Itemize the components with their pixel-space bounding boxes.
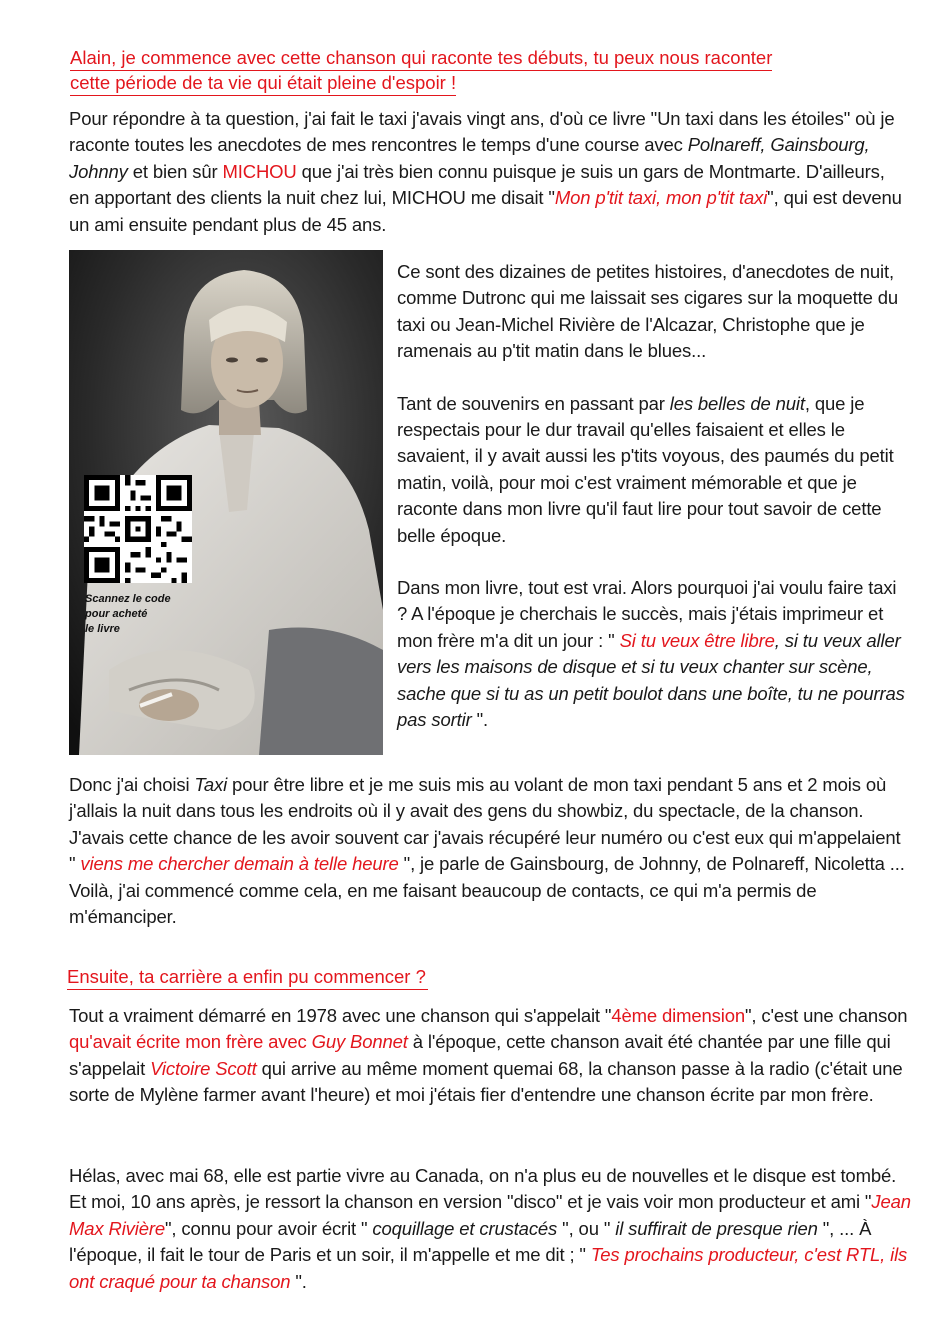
text: Hélas, avec mai 68, elle est partie vivre au Canada, on n'a plus eu de nouvelles et le disque est tombé. Et moi, 10 ans après, je ressort la chanson en version "disco" et je vais voir mon producteur et ami " bbox=[69, 1165, 897, 1213]
question-1-heading bbox=[70, 46, 860, 96]
rtl-quote: Tes prochains producteur, c'est RTL, ils ont craqué pour ta chanson bbox=[69, 1244, 908, 1292]
michou-quote: Mon p'tit taxi, mon p'tit taxi bbox=[554, 187, 768, 209]
suffirait-title: il suffirait de presque rien bbox=[615, 1217, 818, 1239]
call-quote: viens me chercher demain à telle heure bbox=[80, 853, 399, 875]
qr-caption-line-3: le livre bbox=[85, 623, 120, 635]
text: Pour répondre à ta question, j'ai fait le taxi j'avais vingt ans, d'où ce livre "Un taxi dans les étoiles" où je raconte toutes les anecdotes de mes rencontres le temps d'une course avec bbox=[69, 108, 895, 156]
question-1-line-1: Alain, je commence avec cette chanson qui raconte tes débuts, tu peux nous raconter bbox=[70, 46, 772, 71]
guy-bonnet: Guy Bonnet bbox=[311, 1031, 408, 1053]
text: ", connu pour avoir écrit " bbox=[165, 1217, 373, 1239]
answer-paragraph-5 bbox=[69, 1163, 914, 1295]
qr-caption-line-2: pour acheté bbox=[85, 608, 148, 620]
qr-caption bbox=[85, 592, 205, 637]
anecdotes-paragraph: Ce sont des dizaines de petites histoires, d'anecdotes de nuit, comme Dutronc qui me laissait ses cigares sur la moquette du taxi ou Jean-Michel Rivière de l'Alcazar, Christophe que je ramenais au p'tit matin dans le blues... bbox=[397, 261, 898, 362]
text: à l'époque, cette chanson avait été chantée par une fille qui s'appelait bbox=[69, 1031, 891, 1079]
livre-paragraph bbox=[397, 575, 907, 733]
souvenirs-paragraph bbox=[397, 391, 907, 549]
answer-paragraph-3 bbox=[69, 772, 909, 930]
brother-quote: , si tu veux aller vers les maisons de disque et si tu veux chanter sur scène, sache que si tu as un petit boulot dans une boîte, tu ne pourras pas sortir bbox=[397, 629, 905, 731]
text: que j'ai très bien connu puisque je suis un gars de Montmarte. D'ailleurs, en apportant des clients la nuit chez lui, MICHOU me disait " bbox=[69, 160, 885, 209]
text: ", ou " bbox=[557, 1217, 616, 1239]
text: et bien sûr bbox=[127, 160, 223, 182]
qr-caption-line-1: Scannez le code bbox=[85, 593, 171, 605]
text: pour être libre et je me suis mis au volant de mon taxi pendant 5 ans et 2 mois où j'allais la nuit dans tous les endroits où il y avait des gens du showbiz, du spectacle, de la chanson. J'avais cette chance de les avoir souvent car j'avais récupéré leur numéro ou c'est eux qui m'appelaient " bbox=[69, 774, 901, 875]
text: ". bbox=[290, 1270, 307, 1292]
text: ", c'est une chanson bbox=[745, 1005, 908, 1026]
text: ". bbox=[471, 709, 488, 731]
qr-code-graphic bbox=[84, 475, 192, 583]
answer-paragraph-4 bbox=[69, 1003, 914, 1109]
text: Tant de souvenirs en passant par bbox=[397, 392, 670, 414]
text: ", ... À l'époque, il fait le tour de Paris et un soir, il m'appelle et me dit ; " bbox=[69, 1217, 872, 1266]
taxi-word: Taxi bbox=[194, 774, 228, 795]
written-by: qu'avait écrite mon frère avec bbox=[69, 1031, 312, 1053]
qr-code[interactable] bbox=[84, 475, 192, 583]
answer-paragraph-1 bbox=[69, 106, 909, 238]
question-1-line-2: cette période de ta vie qui était pleine d'espoir ! bbox=[70, 71, 456, 96]
coquillage-title: coquillage et crustacés bbox=[372, 1217, 558, 1239]
belles-de-nuit: les belles de nuit bbox=[669, 392, 805, 414]
song-title: 4ème dimension bbox=[611, 1005, 745, 1026]
answer-paragraph-2 bbox=[397, 259, 907, 734]
libre-quote: Si tu veux être libre bbox=[619, 629, 775, 651]
celebrity-names: Polnareff, Gainsbourg, Johnny bbox=[69, 134, 870, 182]
text: ", qui est devenu un ami ensuite pendant plus de 45 ans. bbox=[69, 187, 902, 235]
text: Donc j'ai choisi bbox=[69, 774, 195, 795]
text: , que je respectais pour le dur travail qu'elles faisaient et elles le savaient, il y avait aussi les p'tits voyous, des paumés du petit matin, voilà, pour moi c'est vraiment mémorable et que je raconte dans mon livre qu'il faut lire pour tout savoir de cette belle époque. bbox=[397, 392, 894, 546]
text: Tout a vraiment démarré en 1978 avec une chanson qui s'appelait " bbox=[69, 1005, 612, 1026]
jean-max-riviere: Jean Max Rivière bbox=[69, 1191, 911, 1239]
text: Dans mon livre, tout est vrai. Alors pourquoi j'ai voulu faire taxi ? A l'époque je cherchais le succès, mais j'étais imprimeur et mon frère m'a dit un jour : " bbox=[397, 577, 897, 651]
text: ", je parle de Gainsbourg, de Johnny, de Polnareff, Nicoletta ... Voilà, j'ai commencé comme cela, en me faisant beaucoup de contacts, ce qui m'a permis de m'émanciper. bbox=[69, 853, 905, 928]
text: qui arrive au même moment quemai 68, la chanson passe à la radio (c'était une sorte de Mylène farmer avant l'heure) et moi j'étais fier d'entendre une chanson écrite par mon frère. bbox=[69, 1057, 903, 1106]
question-2-heading: Ensuite, ta carrière a enfin pu commencer ? bbox=[67, 965, 428, 990]
victoire-scott: Victoire Scott bbox=[150, 1057, 257, 1079]
michou-highlight: MICHOU bbox=[222, 160, 297, 182]
